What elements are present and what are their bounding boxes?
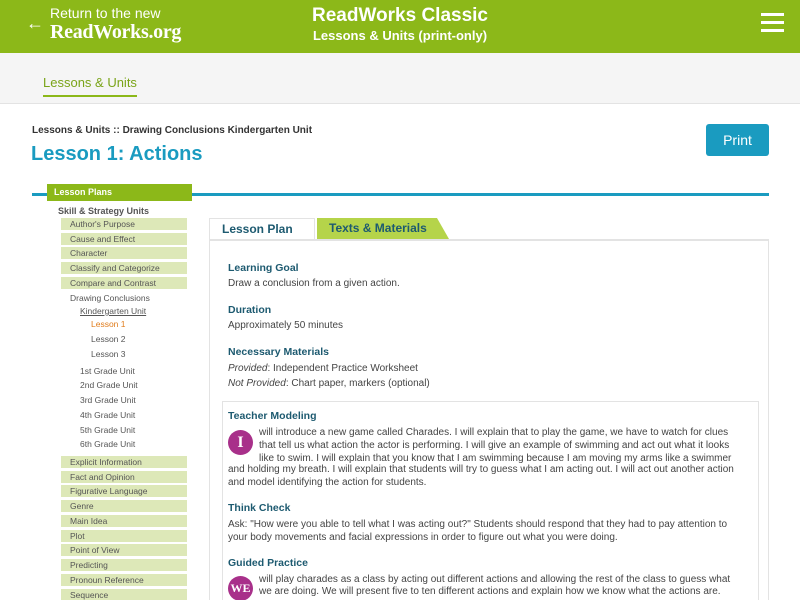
sidebar-item[interactable]: Figurative Language [61,485,187,497]
duration-text: Approximately 50 minutes [228,320,344,331]
sidebar-lesson-3[interactable]: Lesson 3 [91,349,126,359]
guided-practice-heading: Guided Practice [228,557,308,569]
sidebar-item[interactable]: Genre [61,500,187,512]
sidebar-item[interactable]: Explicit Information [61,456,187,468]
teacher-modeling-heading: Teacher Modeling [228,410,317,422]
teacher-modeling-line: will introduce a new game called Charades. I will explain that to play the game, we have to watch for clues [259,427,729,438]
think-check-line: Ask: "How were you able to tell what I was acting out?" Students should respond that they had to pay attention to [228,519,728,530]
dropcap-we: WE [228,576,253,600]
teacher-modeling-line: that tell us what action the actor is performing. I will give an example of swimming and act out what it looks [259,440,730,451]
sidebar-item[interactable]: Classify and Categorize [61,262,187,274]
sidebar-item-drawing-conclusions[interactable]: Drawing Conclusions [70,293,150,303]
secondary-nav [0,53,800,104]
materials-provided: Provided: Independent Practice Worksheet [228,363,418,374]
dropcap-i: I [228,430,253,455]
sidebar-item[interactable]: Predicting [61,559,187,571]
print-button[interactable]: Print [706,124,769,156]
sidebar-item[interactable]: Compare and Contrast [61,277,187,289]
tab-texts-materials-label: Texts & Materials [329,221,427,235]
duration-heading: Duration [228,304,272,316]
readworks-logo: ReadWorks.org [50,21,182,43]
page-title: Lesson 1: Actions [31,143,203,165]
guided-practice-line: we are doing. We will present five to ten different actions and explain how we know what the actions are. [259,586,721,597]
sidebar-lesson-plans[interactable]: Lesson Plans [47,184,192,201]
sidebar-lesson-1[interactable]: Lesson 1 [91,319,126,329]
sidebar-item[interactable]: Character [61,247,187,259]
sidebar-item[interactable]: Pronoun Reference [61,574,187,586]
sidebar-item[interactable]: Cause and Effect [61,233,187,245]
sidebar-grade-unit[interactable]: 2nd Grade Unit [80,380,138,390]
sidebar-grade-unit[interactable]: 4th Grade Unit [80,410,136,420]
top-banner [0,0,800,53]
teacher-modeling-line: and holding my breath. I will explain that students will try to guess what I am acting out. I will act out another action [228,464,734,475]
materials-not-provided: Not Provided: Chart paper, markers (optional) [228,378,430,389]
hamburger-icon[interactable] [761,13,784,33]
sidebar-item[interactable]: Fact and Opinion [61,471,187,483]
sidebar-grade-unit[interactable]: 3rd Grade Unit [80,395,136,405]
site-title: ReadWorks Classic [311,5,488,26]
think-check-heading: Think Check [228,502,291,514]
sidebar-lesson-2[interactable]: Lesson 2 [91,334,126,344]
sidebar-skill-strategy-units[interactable]: Skill & Strategy Units [58,206,150,216]
learning-goal-heading: Learning Goal [228,262,299,274]
sidebar-item[interactable]: Sequence [61,589,187,600]
tab-texts-materials[interactable] [317,218,449,239]
teacher-modeling-line: like to swim. I will explain that you know that I am swimming because I am moving my arms like a swimmer [259,453,732,464]
return-text: Return to the new [50,5,161,21]
sidebar-item[interactable]: Point of View [61,544,187,556]
teacher-modeling-line: and model identifying the action for students. [228,477,427,488]
sidebar-grade-unit[interactable]: 6th Grade Unit [80,439,136,449]
think-check-line: your body movements and facial expressions in order to figure out what you were doing. [228,532,618,543]
site-subtitle: Lessons & Units (print-only) [312,28,488,43]
breadcrumb: Lessons & Units :: Drawing Conclusions Kindergarten Unit [32,125,313,136]
sidebar-item[interactable]: Plot [61,530,187,542]
materials-heading: Necessary Materials [228,346,329,358]
sidebar-item-kindergarten-unit[interactable]: Kindergarten Unit [80,306,147,316]
learning-goal-text: Draw a conclusion from a given action. [228,278,400,289]
sidebar-grade-unit[interactable]: 1st Grade Unit [80,366,135,376]
sidebar-item[interactable]: Main Idea [61,515,187,527]
tab-lesson-plan[interactable]: Lesson Plan [209,218,315,239]
left-arrow-icon: ← [26,13,44,33]
nav-lessons-units[interactable]: Lessons & Units [43,75,137,97]
sidebar-item[interactable]: Author's Purpose [61,218,187,230]
sidebar-grade-unit[interactable]: 5th Grade Unit [80,425,136,435]
guided-practice-line: will play charades as a class by acting out different actions and allowing the rest of the class to guess what [259,574,731,585]
